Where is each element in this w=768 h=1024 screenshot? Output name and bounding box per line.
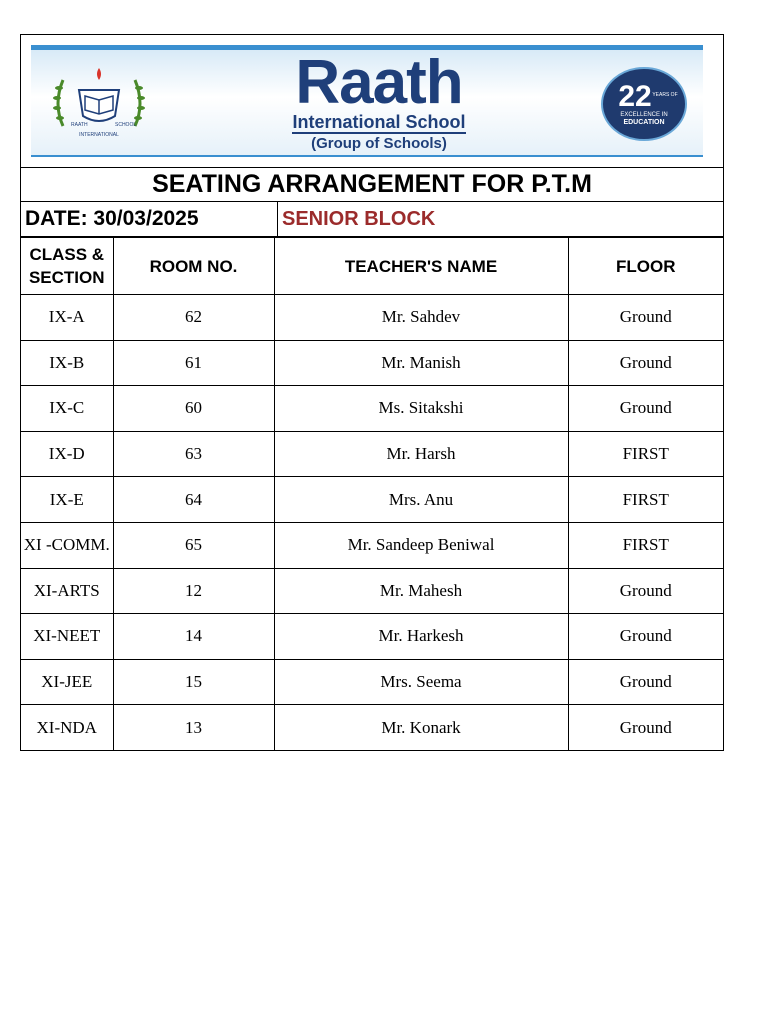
anniversary-badge <box>601 66 687 142</box>
cell-floor: Ground <box>568 568 723 614</box>
cell-class: IX-E <box>21 477 113 523</box>
cell-floor: Ground <box>568 340 723 386</box>
cell-class: IX-B <box>21 340 113 386</box>
header-class-section: CLASS & SECTION <box>21 238 113 295</box>
cell-teacher: Mr. Konark <box>274 705 568 750</box>
cell-room: 14 <box>113 614 274 660</box>
cell-teacher: Mr. Manish <box>274 340 568 386</box>
header-room-no: ROOM NO. <box>113 238 274 295</box>
header-floor: FLOOR <box>568 238 723 295</box>
cell-room: 63 <box>113 431 274 477</box>
cell-floor: FIRST <box>568 477 723 523</box>
cell-class: IX-A <box>21 295 113 341</box>
cell-floor: FIRST <box>568 522 723 568</box>
block-label: SENIOR BLOCK <box>282 208 436 230</box>
cell-teacher: Mr. Harsh <box>274 431 568 477</box>
table-row <box>21 568 723 614</box>
svg-text:YEARS OF: YEARS OF <box>652 92 678 98</box>
svg-text:22: 22 <box>618 80 652 113</box>
cell-class: IX-D <box>21 431 113 477</box>
date-label: DATE: 30/03/2025 <box>21 202 278 236</box>
cell-teacher: Ms. Sitakshi <box>274 386 568 432</box>
cell-room: 15 <box>113 659 274 705</box>
cell-floor: Ground <box>568 705 723 750</box>
table-row <box>21 386 723 432</box>
table-row <box>21 295 723 341</box>
cell-class: XI-NEET <box>21 614 113 660</box>
table-row <box>21 340 723 386</box>
cell-class: XI-NDA <box>21 705 113 750</box>
cell-room: 60 <box>113 386 274 432</box>
cell-floor: Ground <box>568 659 723 705</box>
svg-text:INTERNATIONAL: INTERNATIONAL <box>79 132 119 138</box>
cell-room: 61 <box>113 340 274 386</box>
table-row <box>21 659 723 705</box>
table-row <box>21 614 723 660</box>
school-name: Raath <box>295 48 463 117</box>
table-row <box>21 431 723 477</box>
cell-teacher: Mr. Harkesh <box>274 614 568 660</box>
page-title: SEATING ARRANGEMENT FOR P.T.M <box>21 168 723 202</box>
school-brand <box>269 48 489 154</box>
svg-text:EXCELLENCE IN: EXCELLENCE IN <box>620 112 668 118</box>
cell-room: 64 <box>113 477 274 523</box>
banner-background <box>31 45 703 157</box>
svg-text:SCHOOL: SCHOOL <box>115 122 137 128</box>
seating-table <box>21 237 723 750</box>
cell-floor: FIRST <box>568 431 723 477</box>
cell-floor: Ground <box>568 614 723 660</box>
school-banner <box>21 35 723 168</box>
cell-teacher: Mr. Mahesh <box>274 568 568 614</box>
cell-room: 62 <box>113 295 274 341</box>
cell-class: XI -COMM. <box>21 522 113 568</box>
cell-class: XI-ARTS <box>21 568 113 614</box>
cell-teacher: Mr. Sahdev <box>274 295 568 341</box>
school-subtitle: International School <box>292 112 466 132</box>
table-row <box>21 705 723 750</box>
seating-sheet <box>20 34 724 751</box>
svg-text:EDUCATION: EDUCATION <box>623 119 665 126</box>
cell-floor: Ground <box>568 295 723 341</box>
cell-teacher: Mr. Sandeep Beniwal <box>274 522 568 568</box>
info-row <box>21 202 723 237</box>
table-header-row <box>21 238 723 295</box>
cell-room: 13 <box>113 705 274 750</box>
table-row <box>21 522 723 568</box>
cell-floor: Ground <box>568 386 723 432</box>
table-row <box>21 477 723 523</box>
school-crest-logo <box>49 64 149 140</box>
header-teacher-name: TEACHER'S NAME <box>274 238 568 295</box>
svg-text:RAATH: RAATH <box>71 122 88 128</box>
cell-room: 65 <box>113 522 274 568</box>
cell-teacher: Mrs. Anu <box>274 477 568 523</box>
cell-class: XI-JEE <box>21 659 113 705</box>
cell-teacher: Mrs. Seema <box>274 659 568 705</box>
school-group: (Group of Schools) <box>311 135 447 152</box>
cell-room: 12 <box>113 568 274 614</box>
cell-class: IX-C <box>21 386 113 432</box>
